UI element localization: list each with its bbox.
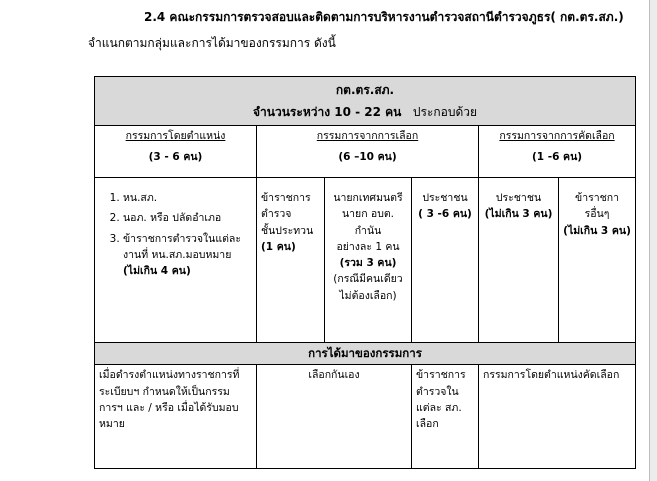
elected-local-leaders-cell [325, 178, 412, 343]
selected-officials-cell [559, 178, 636, 338]
table-title-cell [95, 77, 636, 126]
elected-police-cell [257, 178, 325, 343]
group-label: กรรมการจากการคัดเลือก [499, 130, 615, 142]
group-count: (6 –10 คน) [338, 151, 397, 164]
list-item: 2. นอภ. หรือ ปลัดอำเภอ [123, 210, 252, 226]
group-selected [479, 126, 636, 178]
cell-count: ( 3 -6 คน) [418, 208, 472, 221]
cell-line: กำนัน [354, 224, 382, 237]
cell-count: (ไม่เกิน 3 คน) [563, 224, 631, 237]
acquisition-title: การได้มาของกรรมการ [95, 342, 636, 365]
cell-line: ข้าราชการ [261, 192, 311, 204]
group-label: กรรมการจากการเลือก [316, 130, 419, 142]
cell-line: ข้าราชการอื่นๆ [575, 192, 620, 221]
member-count: จำนวนระหว่าง 10 - 22 คน [253, 105, 402, 119]
selected-citizens-cell [479, 178, 559, 338]
group-count: (3 - 6 คน) [148, 151, 203, 164]
page-edge [649, 0, 650, 481]
group-count: (1 -6 คน) [531, 151, 583, 164]
section-subheading: จำแนกตามกลุ่มและการได้มาของกรรมการ ดังนี้ [88, 36, 336, 50]
table-title: กต.ตร.สภ. [335, 83, 395, 97]
cell-line: ชั้นประทวน [261, 224, 314, 237]
cell-line: ประชาชน [422, 192, 468, 204]
cell-count: (รวม 3 คน) [339, 257, 397, 270]
cell-count: (ไม่เกิน 3 คน) [484, 208, 553, 221]
list-item: 3. ข้าราชการตำรวจในแต่ละงานที่ หน.สภ.มอบหมาย (ไม่เกิน 4 คน) [123, 231, 252, 280]
cell-line: ตำรวจ [261, 208, 292, 221]
cell-line: ประชาชน [495, 192, 542, 204]
member-count-line [99, 101, 631, 123]
cell-note: ไม่ต้องเลือก) [339, 289, 397, 302]
member-note: (ไม่เกิน 4 คน) [123, 265, 191, 278]
committee-table [94, 76, 636, 469]
elected-citizens-cell [412, 178, 479, 343]
cell-line: อย่างละ 1 คน [336, 240, 400, 253]
ex-officio-list [99, 190, 252, 279]
cell-count: (1 คน) [261, 240, 296, 253]
acquisition-ex-officio: เมื่อดำรงตำแหน่งทางราชการที่ระเบียบฯ กำหนดให้เป็นกรรมการฯ และ / หรือ เมื่อได้รับมอบหมาย [95, 365, 257, 469]
acquisition-selected: กรรมการโดยตำแหน่งคัดเลือก [479, 365, 636, 469]
ex-officio-members-cell [95, 178, 257, 343]
acquisition-elected-mutual: เลือกกันเอง [257, 365, 412, 469]
cell-line: นายก อบต. [341, 208, 395, 221]
acquisition-elected-police: ข้าราชการตำรวจในแต่ละ สภ. เลือก [412, 365, 479, 469]
group-ex-officio [95, 126, 257, 178]
cell-note: (กรณีมีคนเดียว [333, 273, 403, 286]
list-item: 1. หน.สภ. [123, 190, 252, 206]
group-label: กรรมการโดยตำแหน่ง [125, 130, 226, 142]
section-heading: 2.4 คณะกรรมการตรวจสอบและติดตามการบริหารงานตำรวจสถานีตำรวจภูธร( กต.ตร.สภ.) [144, 10, 624, 24]
composed-of: ประกอบด้วย [412, 105, 478, 119]
group-elected [257, 126, 479, 178]
cell-line: นายกเทศมนตรี [333, 192, 403, 204]
